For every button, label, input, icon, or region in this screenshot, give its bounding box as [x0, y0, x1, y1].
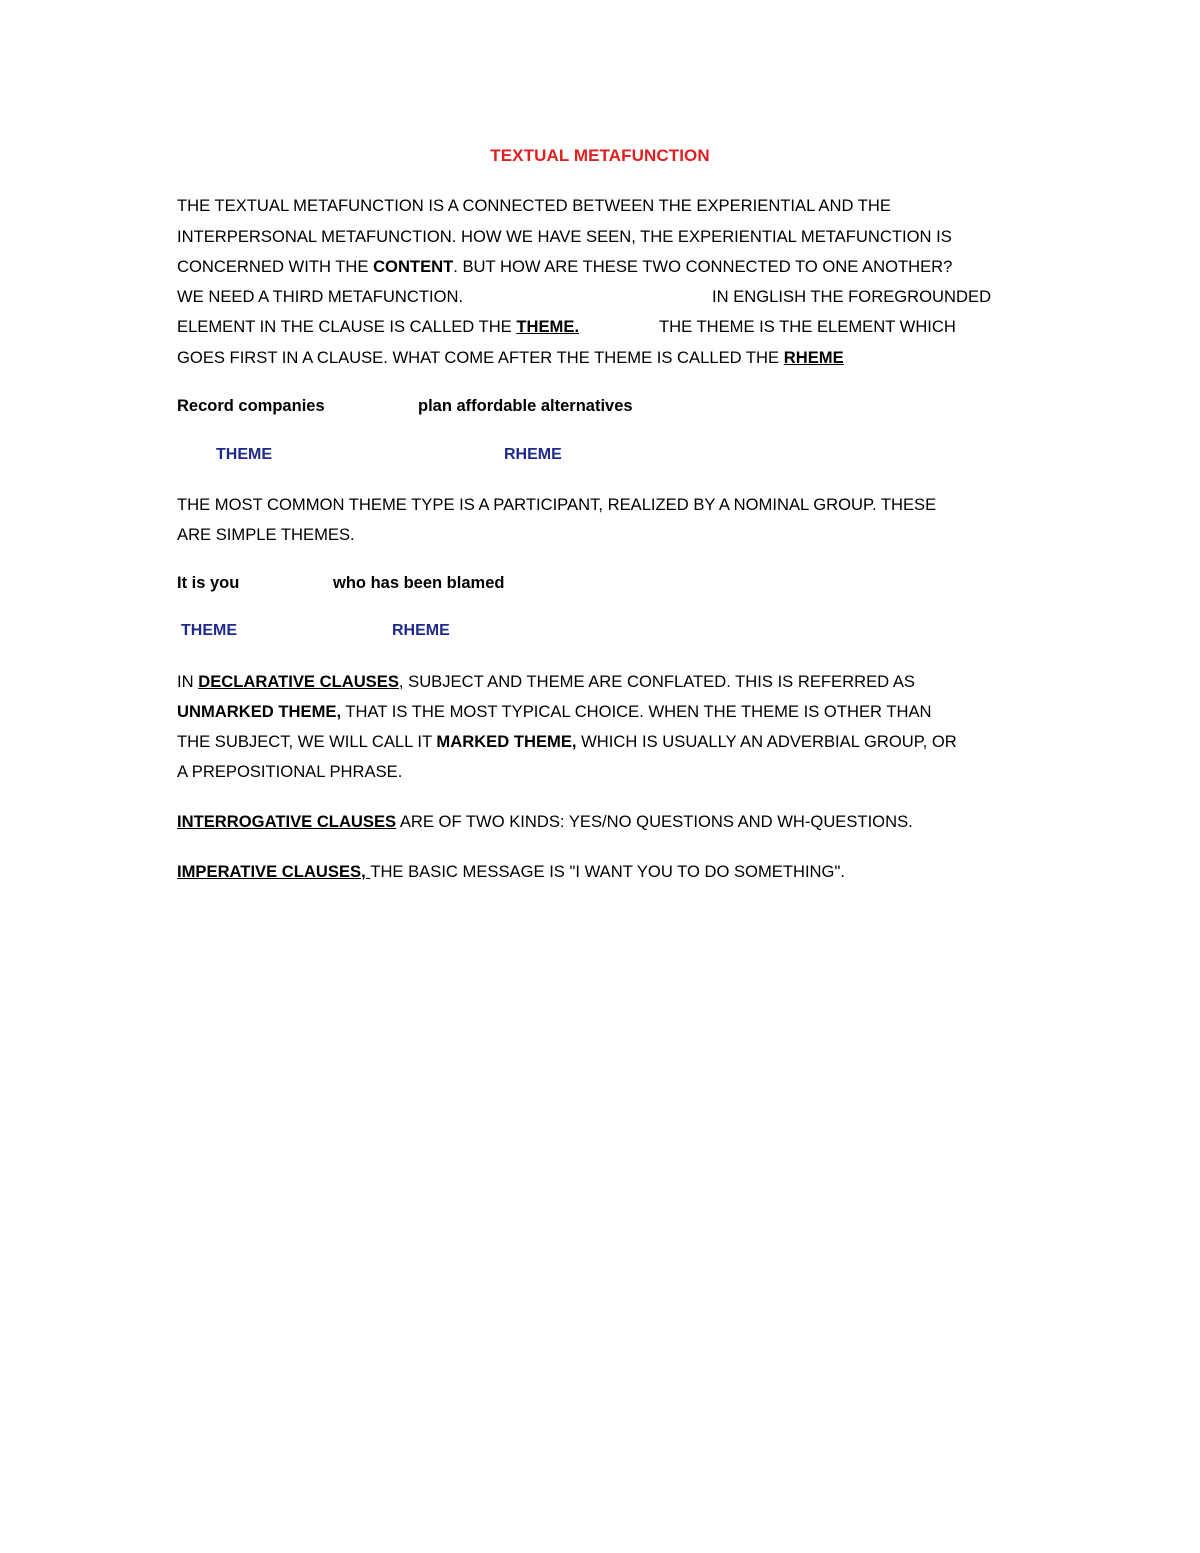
document-title: TEXTUAL METAFUNCTION: [490, 146, 710, 165]
declarative-text: , SUBJECT AND THEME ARE CONFLATED. THIS IS REFERRED AS: [398, 672, 915, 691]
intro-line-5: [177, 317, 579, 337]
intro-line-2: INTERPERSONAL METAFUNCTION. HOW WE HAVE SEEN, THE EXPERIENTIAL METAFUNCTION IS: [177, 227, 952, 246]
intro-line-6: [177, 348, 844, 368]
declarative-line-4: A PREPOSITIONAL PHRASE.: [177, 762, 403, 781]
intro-text: . BUT HOW ARE THESE TWO CONNECTED TO ONE ANOTHER?: [453, 257, 953, 276]
intro-line-4-right: IN ENGLISH THE FOREGROUNDED: [712, 287, 992, 306]
intro-text: WE NEED A THIRD METAFUNCTION.: [177, 287, 464, 306]
intro-text: GOES FIRST IN A CLAUSE. WHAT COME AFTER THE THEME IS CALLED THE: [177, 348, 784, 367]
declarative-line-1: [177, 672, 915, 692]
interrogative-line: [177, 812, 913, 832]
declarative-text: IN: [177, 672, 199, 691]
example1-rheme-text: plan affordable alternatives: [418, 397, 633, 415]
intro-text: ELEMENT IN THE CLAUSE IS CALLED THE: [177, 317, 517, 336]
declarative-text: THE SUBJECT, WE WILL CALL IT: [177, 732, 437, 751]
intro-line-4: [177, 287, 463, 307]
example2-rheme-text: who has been blamed: [333, 574, 505, 592]
example2-theme-label: THEME: [181, 622, 237, 639]
interrogative-text: ARE OF TWO KINDS: YES/NO QUESTIONS AND WH-QUESTIONS.: [396, 812, 913, 831]
example2-theme-text: It is you: [177, 574, 240, 592]
example1-rheme-label: RHEME: [504, 446, 562, 463]
declarative-line-3: [177, 732, 957, 752]
theme-term: THEME.: [516, 317, 580, 336]
marked-theme-term: MARKED THEME,: [436, 732, 577, 751]
declarative-text: THAT IS THE MOST TYPICAL CHOICE. WHEN THE THEME IS OTHER THAN: [341, 702, 932, 721]
unmarked-theme-term: UNMARKED THEME,: [177, 702, 342, 721]
example1-theme-label: THEME: [216, 446, 272, 463]
example1-theme-text: Record companies: [177, 397, 325, 415]
declarative-text: WHICH IS USUALLY AN ADVERBIAL GROUP, OR: [576, 732, 957, 751]
intro-line-3: [177, 257, 952, 277]
intro-line-1: THE TEXTUAL METAFUNCTION IS A CONNECTED BETWEEN THE EXPERIENTIAL AND THE: [177, 196, 891, 215]
rheme-term: RHEME: [783, 348, 844, 367]
imperative-text: THE BASIC MESSAGE IS "I WANT YOU TO DO SOMETHING".: [370, 862, 845, 881]
imperative-clauses-term: IMPERATIVE CLAUSES,: [177, 862, 371, 881]
example2-rheme-label: RHEME: [392, 622, 450, 639]
simple-line-2: ARE SIMPLE THEMES.: [177, 525, 355, 544]
content-term: CONTENT: [373, 257, 454, 276]
imperative-line: [177, 862, 845, 882]
declarative-clauses-term: DECLARATIVE CLAUSES: [198, 672, 399, 691]
intro-line-5-right: THE THEME IS THE ELEMENT WHICH: [659, 317, 956, 336]
interrogative-clauses-term: INTERROGATIVE CLAUSES: [177, 812, 397, 831]
declarative-line-2: [177, 702, 932, 722]
simple-line-1: THE MOST COMMON THEME TYPE IS A PARTICIPANT, REALIZED BY A NOMINAL GROUP. THESE: [177, 495, 937, 514]
intro-text: CONCERNED WITH THE: [177, 257, 374, 276]
